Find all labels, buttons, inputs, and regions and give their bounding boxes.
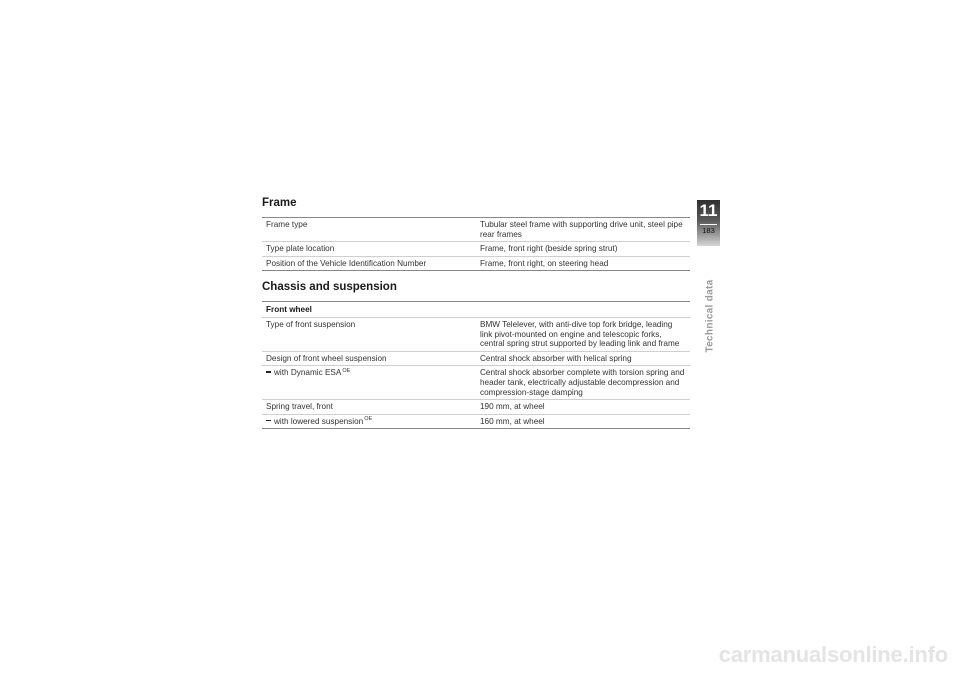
table-row	[262, 256, 690, 271]
section-title-frame: Frame	[262, 197, 297, 209]
row-label: Spring travel, front	[262, 400, 476, 415]
row-value: BMW Telelever, with anti-dive top fork bridge, leading link pivot-mounted on engine and telescopic forks, central spring strut supported by leading link and frame	[476, 317, 690, 351]
chapter-label-text: Technical data	[704, 279, 716, 353]
document-content	[262, 196, 690, 429]
row-label: Design of front wheel suspension	[262, 351, 476, 366]
chapter-divider	[700, 224, 717, 225]
page-number: 183	[702, 226, 715, 235]
subheading-front-wheel: Front wheel	[262, 302, 690, 318]
table-row	[262, 351, 690, 366]
table-row	[262, 317, 690, 351]
oe-superscript: OE	[364, 415, 373, 422]
row-label-optional	[262, 414, 476, 429]
oe-superscript: OE	[342, 367, 351, 374]
row-label-text: with Dynamic ESA	[274, 368, 342, 378]
table-subheading-row	[262, 302, 690, 318]
dash-icon	[266, 371, 271, 372]
row-label-text: with lowered suspension	[274, 416, 364, 426]
row-value: Frame, front right, on steering head	[476, 256, 690, 271]
chapter-number: 11	[699, 201, 718, 220]
row-label: Frame type	[262, 218, 476, 242]
chapter-side-label	[704, 276, 716, 356]
row-label: Position of the Vehicle Identification Number	[262, 256, 476, 271]
chassis-table	[262, 301, 690, 429]
row-value: Central shock absorber complete with torsion spring and header tank, electrically adjustable decompression and compression-stage damping	[476, 366, 690, 400]
row-label-optional	[262, 366, 476, 400]
table-row	[262, 366, 690, 400]
row-label: Type of front suspension	[262, 317, 476, 351]
row-value: Frame, front right (beside spring strut)	[476, 242, 690, 257]
chapter-tab	[697, 200, 720, 246]
table-row	[262, 242, 690, 257]
table-row	[262, 400, 690, 415]
row-value: 190 mm, at wheel	[476, 400, 690, 415]
dash-icon	[266, 420, 271, 421]
row-value: Tubular steel frame with supporting drive unit, steel pipe rear frames	[476, 218, 690, 242]
table-row	[262, 218, 690, 242]
row-value: Central shock absorber with helical spring	[476, 351, 690, 366]
watermark: carmanualsonline.info	[718, 642, 948, 667]
row-label: Type plate location	[262, 242, 476, 257]
table-row	[262, 414, 690, 429]
section-title-chassis: Chassis and suspension	[262, 281, 397, 294]
row-value: 160 mm, at wheel	[476, 414, 690, 429]
frame-table	[262, 217, 690, 271]
